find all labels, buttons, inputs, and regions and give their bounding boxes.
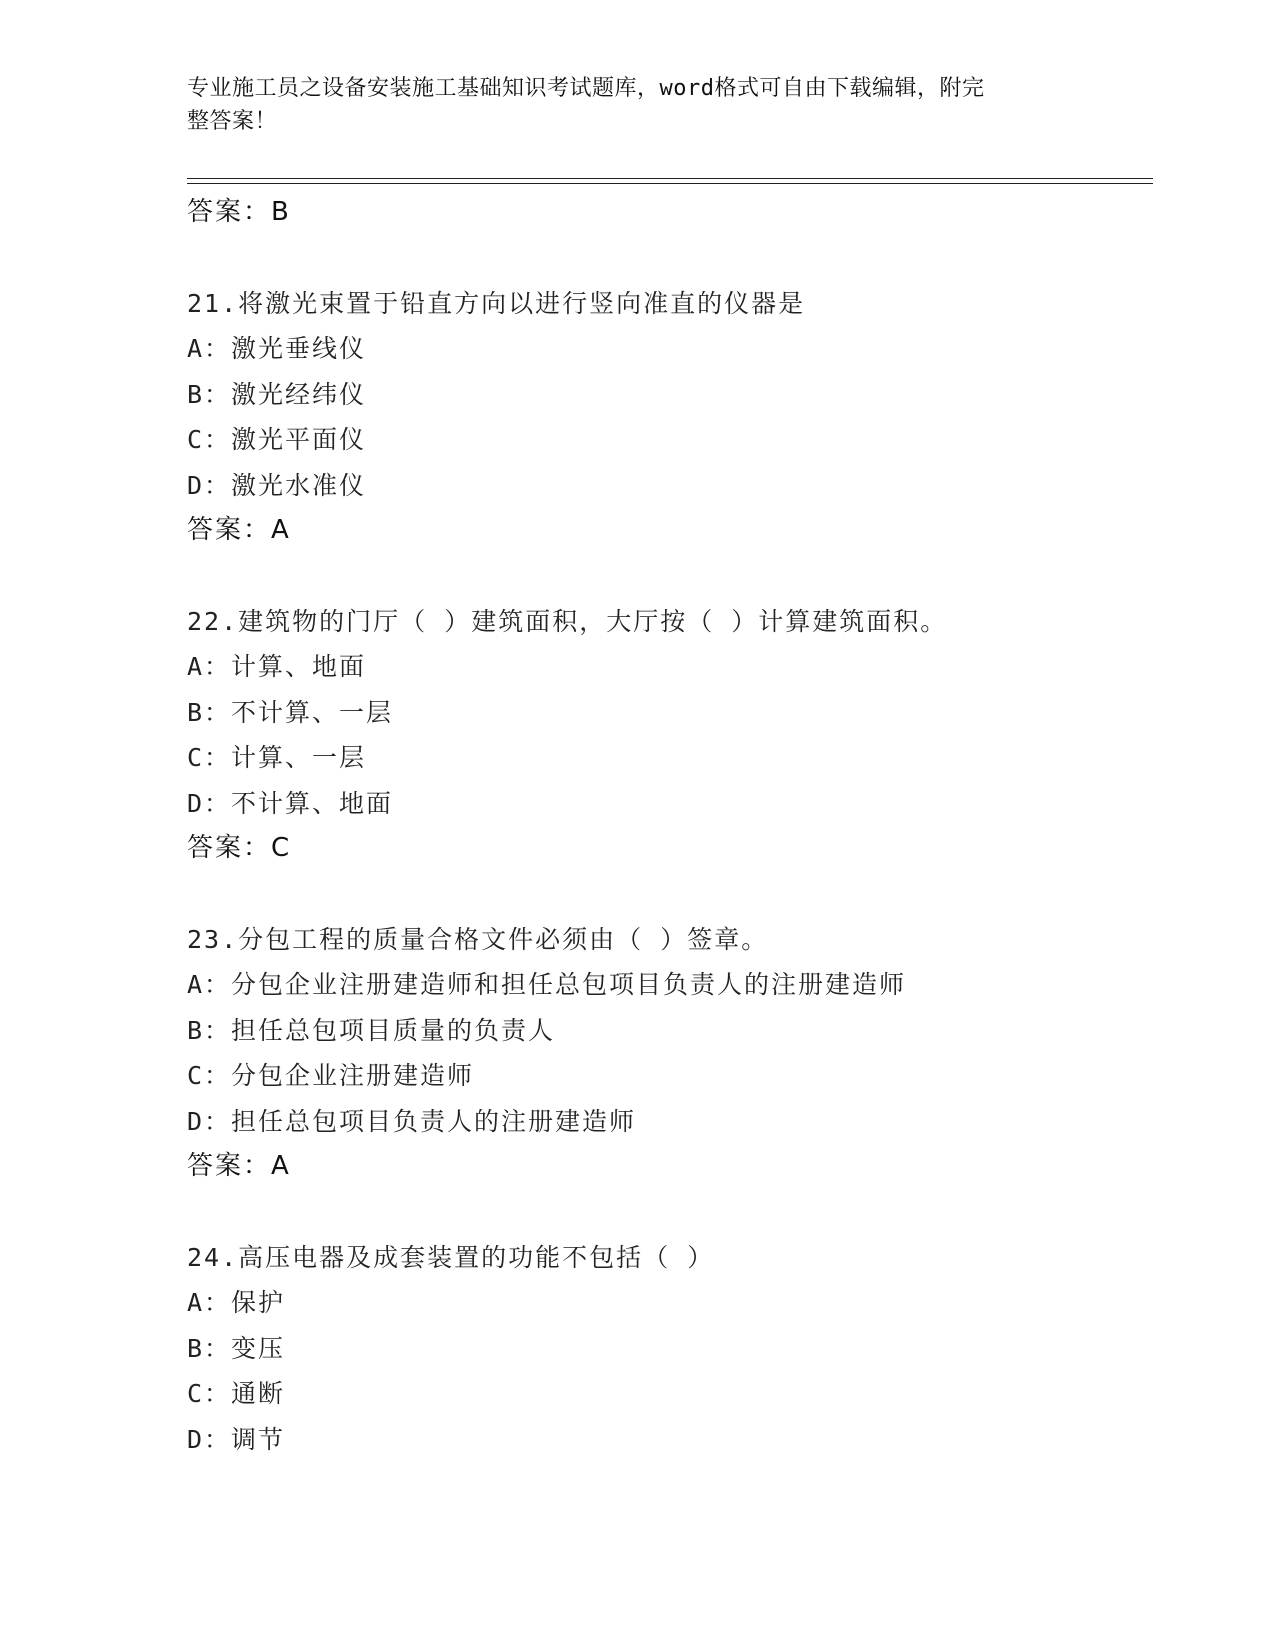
question-stem: 23.分包工程的质量合格文件必须由（ ）签章。 <box>187 924 769 954</box>
question-stem: 22.建筑物的门厅（ ）建筑面积，大厅按（ ）计算建筑面积。 <box>187 606 948 636</box>
option-c: C：分包企业注册建造师 <box>187 1061 475 1090</box>
question-stem: 21.将激光束置于铅直方向以进行竖向准直的仪器是 <box>187 288 806 318</box>
option-c: C：通断 <box>187 1379 286 1408</box>
header-line-2: 整答案！ <box>187 109 278 134</box>
question-21 <box>187 281 1147 554</box>
header-rule-top <box>187 178 1153 179</box>
option-a: A：激光垂线仪 <box>187 334 367 363</box>
question-22 <box>187 599 1147 872</box>
header-line-1: 专业施工员之设备安装施工基础知识考试题库，word格式可自由下载编辑，附完 <box>187 76 985 101</box>
question-content <box>187 190 1147 1462</box>
option-a: A：保护 <box>187 1288 286 1317</box>
option-a: A：分包企业注册建造师和担任总包项目负责人的注册建造师 <box>187 970 907 999</box>
option-d: D：担任总包项目负责人的注册建造师 <box>187 1106 637 1136</box>
question-stem: 24.高压电器及成套装置的功能不包括（ ） <box>187 1242 715 1272</box>
answer-line: 答案：B <box>187 197 291 227</box>
option-b: B：激光经纬仪 <box>187 379 367 409</box>
answer-line: 答案：A <box>187 515 291 545</box>
document-header <box>187 72 1067 138</box>
option-b: B：变压 <box>187 1333 286 1363</box>
option-c: C：激光平面仪 <box>187 425 367 454</box>
option-d: D：调节 <box>187 1424 286 1454</box>
question-23 <box>187 917 1147 1190</box>
option-b: B：担任总包项目质量的负责人 <box>187 1015 556 1045</box>
question-24 <box>187 1235 1147 1463</box>
option-d: D：不计算、地面 <box>187 788 394 818</box>
option-b: B：不计算、一层 <box>187 697 394 727</box>
answer-line: 答案：A <box>187 1151 291 1181</box>
option-d: D：激光水准仪 <box>187 470 367 500</box>
answer-line: 答案：C <box>187 833 292 863</box>
option-a: A：计算、地面 <box>187 652 367 681</box>
option-c: C：计算、一层 <box>187 743 367 772</box>
header-rule-bottom <box>187 183 1153 184</box>
